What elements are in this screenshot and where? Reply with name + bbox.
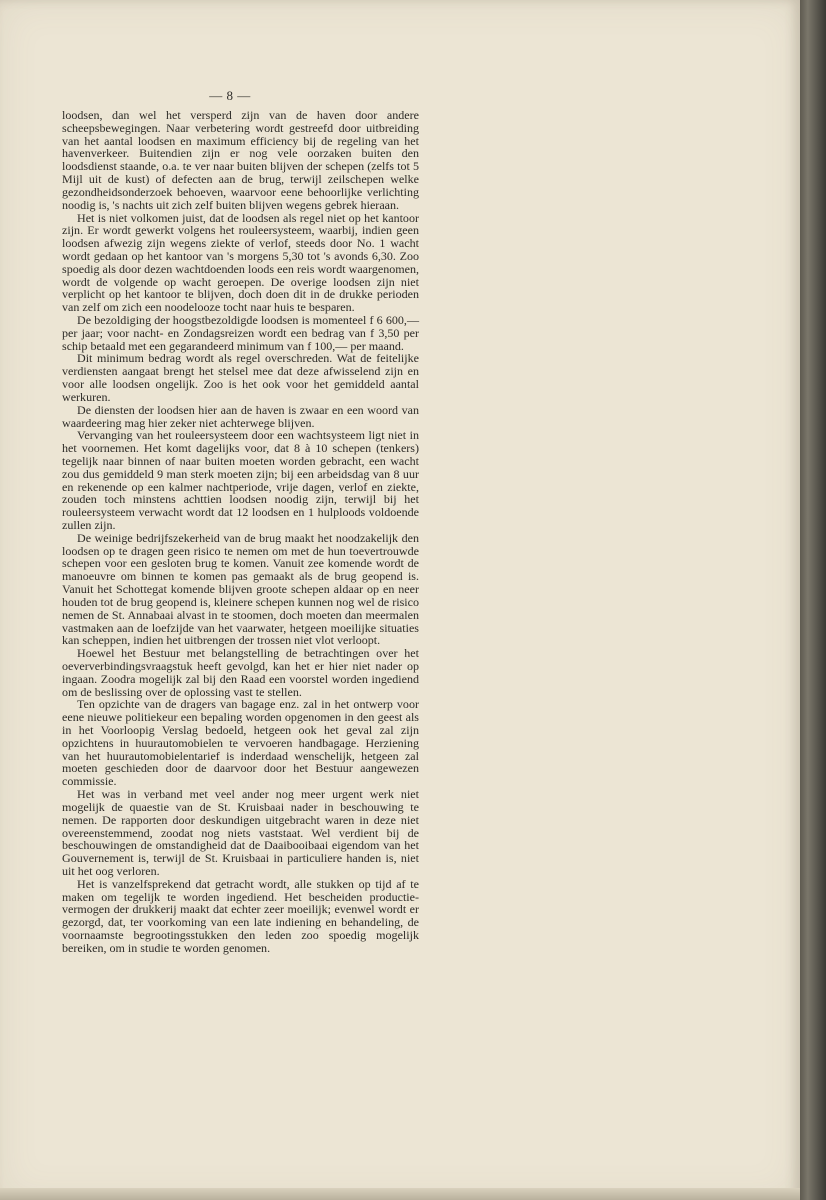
paragraph: De weinige bedrijfszekerheid van de brug maakt het noodzakelijk den loodsen op te dragen geen risico te nemen om met de hun toevertrouwde schepen voor een gesloten brug te komen. Vanuit zee komende wordt de manoeuvre om binnen te komen pas gemaakt als de brug geopend is. Vanuit het Schottegat komende blijven groote schepen aldaar op en neer houden tot de brug geopend is, kleinere schepen kunnen nog wel de risico nemen de St. Annabaai alvast in te stoomen, doch moeten dan meermalen vastmaken aan de loefzijde van het vaarwater, hetgeen moeilijke situaties kan scheppen, indien het uitbrengen der trossen niet vlot verloopt. — [62, 530, 419, 648]
paragraph: Het is niet volkomen juist, dat de loodsen als regel niet op het kantoor zijn. Er wordt gewerkt volgens het rouleersysteem, waarbij, indien geen loodsen afwezig zijn wegens ziekte of verlof, steeds door No. 1 wacht wordt gedaan op het kantoor van 's morgens 5,30 tot 's avonds 6,30. Zoo spoedig als door dezen wachtdoenden loods een reis wordt waargenomen, wordt de volgende op wacht geroepen. De overige loodsen zijn niet verplicht op het kantoor te blijven, doch doen dit in de drukke perioden van zelf om zich een noodelooze tocht naar huis te besparen. — [62, 210, 419, 315]
paragraph: De diensten der loodsen hier aan de haven is zwaar en een woord van waardeering mag hier zeker niet achterwege blijven. — [62, 402, 419, 430]
paragraph: Ten opzichte van de dragers van bagage enz. zal in het ontwerp voor eene nieuwe politiekeur een bepaling worden opgenomen in den geest als in het Voorloopig Verslag bedoeld, hetgeen ook het geval zal zijn opzichtens in huurautomobielen te vervoeren handbagage. Herziening van het huurautomobielentarief is inderdaad wenschelijk, hetgeen zal moeten geschieden door de daarvoor door het Bestuur aangewezen commissie. — [62, 697, 419, 789]
paragraph: Vervanging van het rouleersysteem door een wachtsysteem ligt niet in het voornemen. Het komt dagelijks voor, dat 8 à 10 schepen (tenkers) tegelijk naar binnen of naar buiten moeten worden gebracht, een wacht zou dus gemiddeld 9 man sterk moeten zijn; bij een arbeidsdag van 8 uur en rekenende op een kalmer nachtperiode, vrije dagen, verlof en ziekte, zouden toch minstens achttien loodsen noodig zijn, terwijl bij het rouleersysteem verwacht wordt dat 12 loodsen en 1 hulploods voldoende zullen zijn. — [62, 428, 419, 532]
paragraph: Het was in verband met veel ander nog meer urgent werk niet mogelijk de quaestie van de St. Kruisbaai nader in beschouwing te nemen. De rapporten door deskundigen uitgebracht waren in deze niet overeenstemmend, zoodat nog niets vaststaat. Wel verdient bij de beschouwingen de omstandigheid dat de Daaibooibaai eigendom van het Gouvernement is, terwijl de St. Kruisbaai in particuliere handen is, niet uit het oog verloren. — [62, 787, 419, 878]
page-number: — 8 — — [209, 88, 251, 103]
paragraph: Dit minimum bedrag wordt als regel overschreden. Wat de feitelijke verdiensten aangaat brengt het stelsel mee dat deze afwisselend zijn en voor alle loodsen ongelijk. Zoo is het ook voor het gemiddeld aantal werkuren. — [62, 351, 419, 404]
page-edge-bottom — [0, 1188, 800, 1200]
page-edge-right — [800, 0, 826, 1200]
body-text — [62, 109, 419, 955]
paragraph: Hoewel het Bestuur met belangstelling de betrachtingen over het oeververbindingsvraagstuk heeft gevolgd, kan het er hier niet nader op ingaan. Zoodra mogelijk zal bij den Raad een voorstel worden ingediend om de beslissing over de oplossing vast te stellen. — [62, 646, 419, 699]
paragraph-continuation: loodsen, dan wel het versperd zijn van de haven door andere scheepsbewegingen. Naar verbetering wordt gestreefd door uitbreiding van het aantal loodsen en maximum efficiency bij de regeling van het havenverkeer. Buitendien zijn er nog vele oorzaken buiten den loodsdienst staande, o.a. te ver naar buiten blijven der schepen (zelfs tot 5 Mijl uit de kust) of defecten aan de brug, terwijl zeilschepen welke gezondheidsonderzoek behoeven, waarvoor eene behoorlijke verlichting noodig is, 's nachts uit zich zelf buiten blijven wegens gebrek hieraan. — [62, 108, 419, 212]
paragraph: De bezoldiging der hoogstbezoldigde loodsen is momenteel f 6 600,— per jaar; voor nacht- en Zondagsreizen wordt een bedrag van f 3,50 per schip betaald met een gegarandeerd minimum van f 100,— per maand. — [62, 313, 419, 353]
paragraph: Het is vanzelfsprekend dat getracht wordt, alle stukken op tijd af te maken om tegelijk te worden ingediend. Het bescheiden productie-vermogen der drukkerij maakt dat echter zeer moeilijk; evenwel wordt er gezorgd, dat, ter voorkoming van een late indiening en behandeling, de voornaamste begrootingsstukken den leden zoo spoedig mogelijk bereiken, om in studie te worden genomen. — [62, 876, 419, 955]
